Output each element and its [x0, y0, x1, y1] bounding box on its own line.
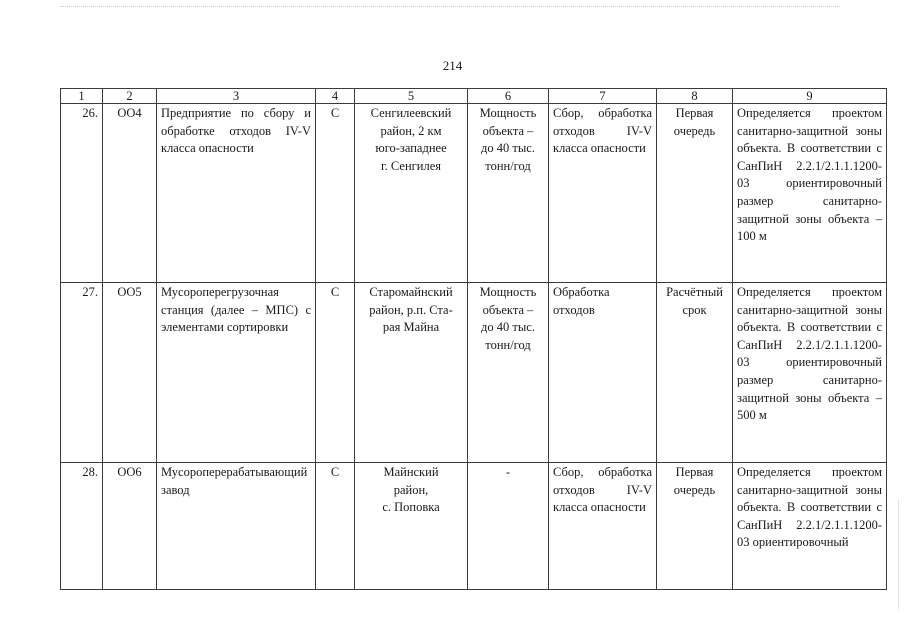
location-line: с. Поповка	[382, 500, 440, 515]
object-location	[355, 104, 468, 283]
location-line: район,	[393, 482, 429, 497]
capacity-line: -	[505, 465, 511, 479]
row-number: 27.	[61, 283, 103, 463]
stage-line: очередь	[673, 482, 716, 497]
location-line: г. Сенгилея	[380, 158, 442, 173]
table-row	[61, 283, 887, 463]
object-stage	[657, 463, 733, 590]
column-number-header: 2	[103, 89, 157, 104]
location-line: Майнский	[383, 465, 439, 479]
object-location	[355, 283, 468, 463]
stage-line: Расчётный	[666, 285, 723, 299]
object-code: ОО6	[103, 463, 157, 590]
location-line: юго-западнее	[375, 141, 447, 156]
capacity-line: объекта –	[482, 123, 534, 138]
row-number: 28.	[61, 463, 103, 590]
object-capacity	[468, 104, 549, 283]
object-name: Мусороперерабатывающий завод	[157, 463, 316, 590]
column-number-header: 4	[316, 89, 355, 104]
object-capacity	[468, 463, 549, 590]
sanitary-zone-note: Определяется проектом санитарно-защитной зоны объекта. В соответствии с СанПиН 2.2.1/2.1.1.1200-03 ориентировочный	[733, 463, 887, 590]
scan-artifact-side	[898, 500, 901, 610]
object-function: Сбор, обработка отходов IV-V класса опасности	[549, 104, 657, 283]
capacity-line: Мощность	[479, 106, 537, 120]
stage-line: Первая	[675, 106, 714, 120]
object-function: Обработка отходов	[549, 283, 657, 463]
capacity-line: тонн/год	[485, 158, 531, 173]
object-function: Сбор, обработка отходов IV-V класса опасности	[549, 463, 657, 590]
sanitary-zone-note: Определяется проектом санитарно-защитной зоны объекта. В соответствии с СанПиН 2.2.1/2.1.1.1200-03 ориентировочный размер санитарно-защитной зоны объекта – 500 м	[733, 283, 887, 463]
object-stage	[657, 104, 733, 283]
location-line: район, 2 км	[380, 123, 442, 138]
location-line: Старомайнский	[369, 285, 453, 299]
objects-table	[60, 88, 887, 590]
object-capacity	[468, 283, 549, 463]
object-status: С	[316, 283, 355, 463]
scan-artifact-top	[60, 6, 840, 9]
capacity-line: Мощность	[479, 285, 537, 299]
object-stage	[657, 283, 733, 463]
column-number-header: 9	[733, 89, 887, 104]
table-row	[61, 463, 887, 590]
column-number-header: 7	[549, 89, 657, 104]
object-code: ОО5	[103, 283, 157, 463]
location-line: рая Майна	[382, 320, 440, 335]
table-row	[61, 104, 887, 283]
object-status: С	[316, 104, 355, 283]
capacity-line: до 40 тыс.	[481, 141, 535, 156]
capacity-line: тонн/год	[485, 337, 531, 352]
column-number-header: 1	[61, 89, 103, 104]
capacity-line: объекта –	[482, 302, 534, 317]
stage-line: очередь	[673, 123, 716, 138]
object-name: Мусороперегрузочная станция (далее – МПС) с элементами сортировки	[157, 283, 316, 463]
column-number-header: 6	[468, 89, 549, 104]
object-code: ОО4	[103, 104, 157, 283]
column-number-header: 3	[157, 89, 316, 104]
stage-line: Первая	[675, 465, 714, 479]
row-number: 26.	[61, 104, 103, 283]
column-number-header: 8	[657, 89, 733, 104]
page-number: 214	[442, 58, 463, 73]
object-name: Предприятие по сбору и обработке отходов IV-V класса опасности	[157, 104, 316, 283]
stage-line: срок	[682, 302, 707, 317]
object-status: С	[316, 463, 355, 590]
capacity-line: до 40 тыс.	[481, 320, 535, 335]
column-number-header: 5	[355, 89, 468, 104]
sanitary-zone-note: Определяется проектом санитарно-защитной зоны объекта. В соответствии с СанПиН 2.2.1/2.1.1.1200-03 ориентировочный размер санитарно-защитной зоны объекта – 100 м	[733, 104, 887, 283]
table-header-row	[61, 89, 887, 104]
object-location	[355, 463, 468, 590]
location-line: район, р.п. Ста-	[369, 302, 453, 317]
location-line: Сенгилеевский	[370, 106, 452, 120]
